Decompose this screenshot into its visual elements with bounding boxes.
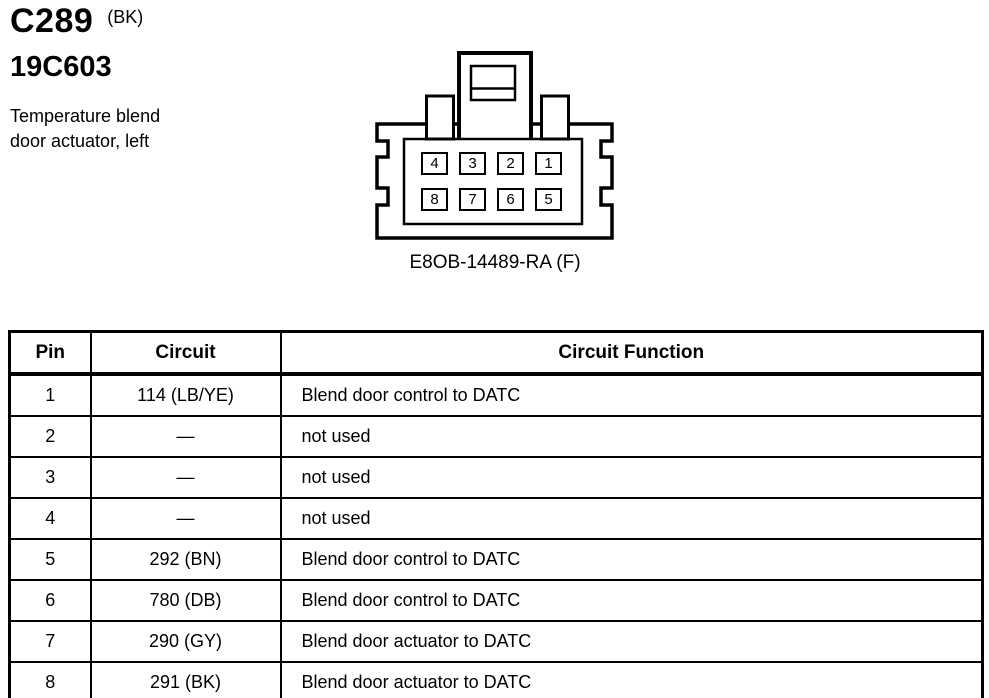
circuit-cell: 290 (GY) bbox=[91, 621, 281, 662]
title-block bbox=[10, 4, 160, 154]
function-cell: Blend door actuator to DATC bbox=[281, 621, 983, 662]
circuit-cell: — bbox=[91, 457, 281, 498]
connector-id-line bbox=[10, 4, 160, 38]
pin-cavity-4: 4 bbox=[421, 152, 448, 175]
connector-post-right bbox=[542, 96, 569, 139]
connector-id: C289 bbox=[10, 2, 94, 40]
connector-diagram bbox=[365, 45, 625, 285]
function-cell: not used bbox=[281, 416, 983, 457]
function-cell: Blend door actuator to DATC bbox=[281, 662, 983, 698]
pin-cell: 2 bbox=[10, 416, 91, 457]
table-header-row bbox=[10, 332, 983, 375]
table-row-pin-6 bbox=[10, 580, 983, 621]
pin-cell: 7 bbox=[10, 621, 91, 662]
column-header-circuit-function: Circuit Function bbox=[281, 332, 983, 375]
table-row-pin-8 bbox=[10, 662, 983, 698]
column-header-circuit: Circuit bbox=[91, 332, 281, 375]
description-line-2: door actuator, left bbox=[10, 131, 150, 151]
connector-description bbox=[10, 104, 160, 154]
pin-cell: 5 bbox=[10, 539, 91, 580]
circuit-cell: 292 (BN) bbox=[91, 539, 281, 580]
table-row-pin-3 bbox=[10, 457, 983, 498]
pin-cavity-3: 3 bbox=[459, 152, 486, 175]
circuit-cell: 114 (LB/YE) bbox=[91, 374, 281, 416]
function-cell: not used bbox=[281, 498, 983, 539]
pin-cavity-8: 8 bbox=[421, 188, 448, 211]
function-cell: Blend door control to DATC bbox=[281, 374, 983, 416]
pin-cell: 1 bbox=[10, 374, 91, 416]
connector-part-label: E8OB-14489-RA (F) bbox=[409, 252, 581, 273]
table-row-pin-4 bbox=[10, 498, 983, 539]
pin-cavity-6: 6 bbox=[497, 188, 524, 211]
pinout-table bbox=[8, 330, 984, 698]
column-header-pin: Pin bbox=[10, 332, 91, 375]
table-row-pin-7 bbox=[10, 621, 983, 662]
description-line-1: Temperature blend bbox=[10, 106, 161, 126]
pin-cell: 3 bbox=[10, 457, 91, 498]
part-number: 19C603 bbox=[10, 51, 112, 83]
pin-cavity-7: 7 bbox=[459, 188, 486, 211]
table-row-pin-1 bbox=[10, 374, 983, 416]
pin-cavity-1: 1 bbox=[535, 152, 562, 175]
function-cell: Blend door control to DATC bbox=[281, 539, 983, 580]
table-row-pin-2 bbox=[10, 416, 983, 457]
connector-color-code: (BK) bbox=[107, 7, 144, 27]
function-cell: not used bbox=[281, 457, 983, 498]
connector-body-outline bbox=[377, 124, 612, 238]
pin-cavity-2: 2 bbox=[497, 152, 524, 175]
pin-cavity-5: 5 bbox=[535, 188, 562, 211]
table-row-pin-5 bbox=[10, 539, 983, 580]
function-cell: Blend door control to DATC bbox=[281, 580, 983, 621]
latch-inner-window bbox=[471, 66, 515, 100]
circuit-cell: 291 (BK) bbox=[91, 662, 281, 698]
connector-post-left bbox=[427, 96, 454, 139]
pin-cell: 6 bbox=[10, 580, 91, 621]
pin-cell: 8 bbox=[10, 662, 91, 698]
circuit-cell: — bbox=[91, 416, 281, 457]
pin-cell: 4 bbox=[10, 498, 91, 539]
circuit-cell: 780 (DB) bbox=[91, 580, 281, 621]
connector-outline-drawing bbox=[365, 45, 625, 280]
circuit-cell: — bbox=[91, 498, 281, 539]
